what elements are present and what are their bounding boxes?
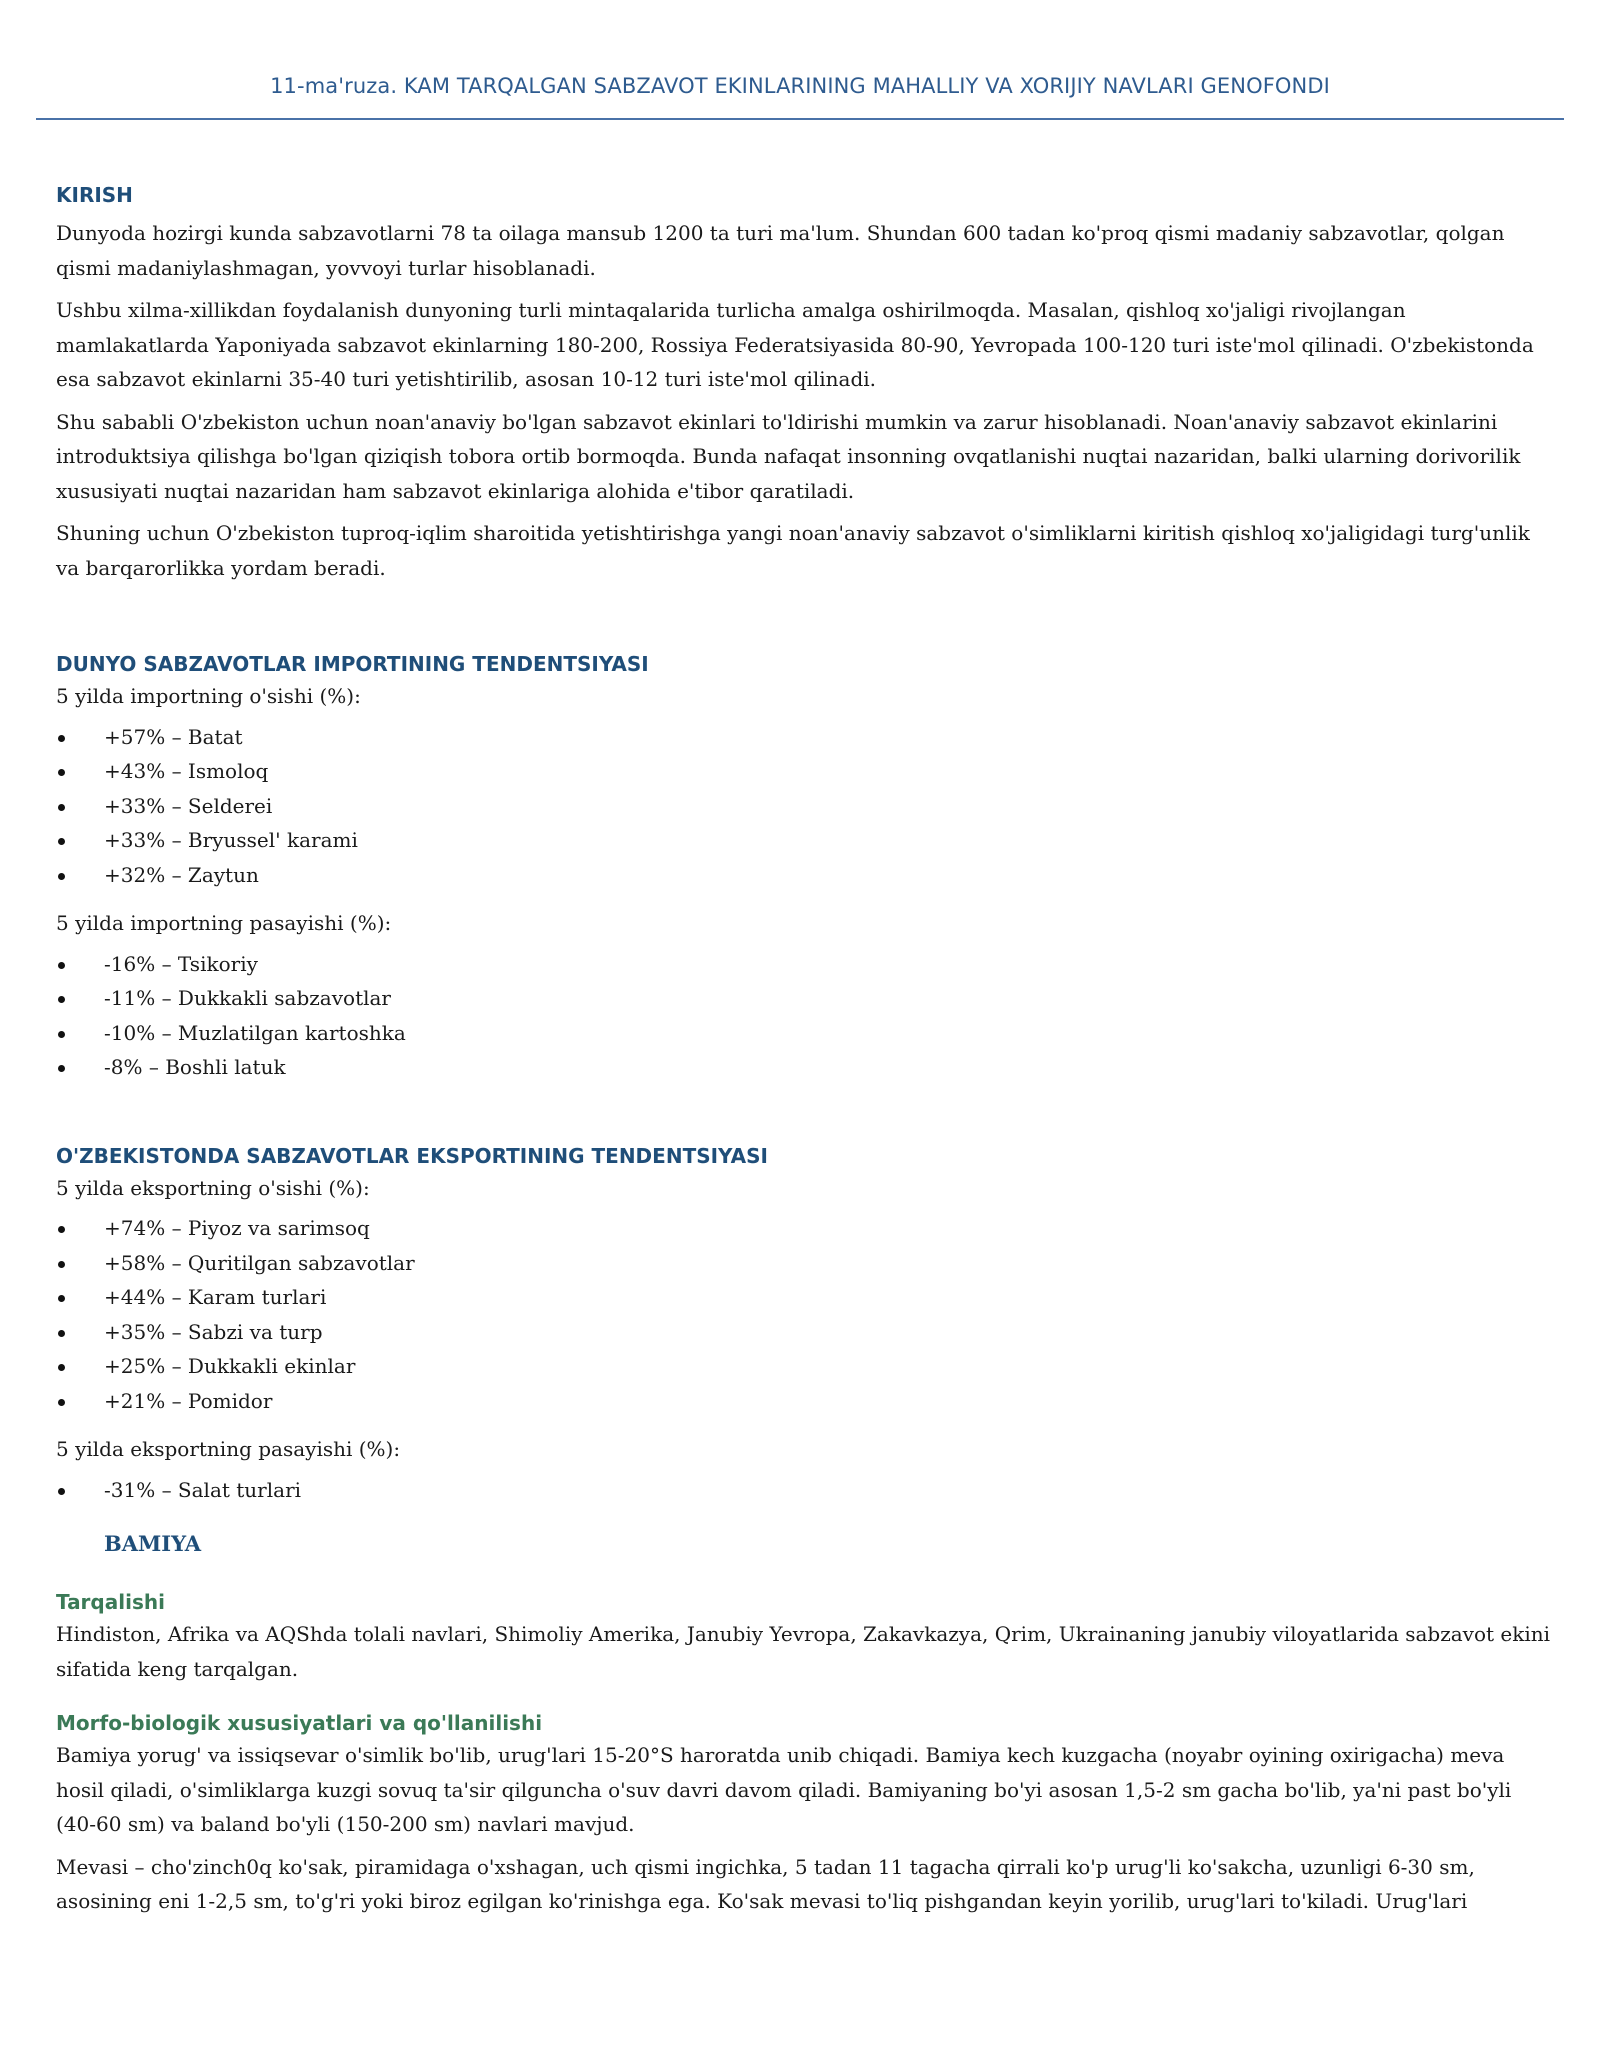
morpho-paragraph: Bamiya yorug' va issiqsevar o'simlik bo'lib, urug'lari 15-20°S haroratda unib chiqadi. Bamiya kech kuzgacha (noyabr oyining oxirigacha) meva hosil qiladi, o'simliklarga kuzgi sovuq ta'sir qilguncha o'suv davri davom qiladi. Bamiyaning bo'yi asosan 1,5-2 sm gacha bo'lib, ya'ni past bo'yli (40-60 sm) va baland bo'yli (150-200 sm) navlari mavjud. xyxy=(56,1743,1512,1836)
list-item: -31% – Salat turlari xyxy=(56,1473,1556,1508)
export-growth-list xyxy=(56,1211,1556,1418)
intro-section xyxy=(56,180,1556,585)
bamiya-title: BAMIYA xyxy=(104,1531,202,1556)
bamiya-section xyxy=(56,1529,1556,1919)
page-header xyxy=(36,74,1564,120)
morpho-heading: Morfo-biologik xususiyatlari va qo'llanilishi xyxy=(56,1711,543,1735)
export-growth-label: 5 yilda eksportning o'sishi (%): xyxy=(56,1175,370,1200)
import-decline-label: 5 yilda importning pasayishi (%): xyxy=(56,911,392,935)
list-item: -11% – Dukkakli sabzavotlar xyxy=(56,981,1556,1016)
list-item: -8% – Boshli latuk xyxy=(56,1050,1556,1085)
document-body xyxy=(56,180,1556,1927)
spread-heading: Tarqalishi xyxy=(56,1590,165,1614)
import-decline-list xyxy=(56,947,1556,1085)
list-item: +43% – Ismoloq xyxy=(56,754,1556,789)
morpho-paragraph: Mevasi – cho'zinch0q ko'sak, piramidaga o'xshagan, uch qismi ingichka, 5 tadan 11 tagacha qirrali ko'p urug'li ko'sakcha, uzunligi 6-30 sm, asosining eni 1-2,5 sm, to'g'ri yoki biroz egilgan ko'rinishga ega. Ko'sak mevasi to'liq pishgandan keyin yorilib, urug'lari to'kiladi. Urug'lari xyxy=(56,1854,1475,1913)
uz-export-heading: O'ZBEKISTONDA SABZAVOTLAR EKSPORTINING TENDENTSIYASI xyxy=(56,1143,768,1168)
intro-paragraph: Dunyoda hozirgi kunda sabzavotlarni 78 ta oilaga mansub 1200 ta turi ma'lum. Shundan 600 tadan ko'proq qismi madaniy sabzavotlar, qolgan qismi madaniylashmagan, yovvoyi turlar hisoblanadi. xyxy=(56,221,1505,280)
list-item: +21% – Pomidor xyxy=(56,1384,1556,1419)
export-decline-label: 5 yilda eksportning pasayishi (%): xyxy=(56,1437,401,1461)
uz-export-section xyxy=(56,1141,1556,1508)
list-item: +33% – Selderei xyxy=(56,789,1556,824)
list-item: -10% – Muzlatilgan kartoshka xyxy=(56,1016,1556,1051)
list-item: +44% – Karam turlari xyxy=(56,1280,1556,1315)
list-item: +35% – Sabzi va turp xyxy=(56,1315,1556,1350)
import-growth-list xyxy=(56,720,1556,893)
intro-paragraph: Ushbu xilma-xillikdan foydalanish dunyoning turli mintaqalarida turlicha amalga oshirilmoqda. Masalan, qishloq xo'jaligi rivojlangan mamlakatlarda Yaponiyada sabzavot ekinlarning 180-200, Rossiya Federatsiyasida 80-90, Yevropada 100-120 turi iste'mol qilinadi. O'zbekistonda esa sabzavot ekinlarni 35-40 turi yetishtirilib, asosan 10-12 turi iste'mol qilinadi. xyxy=(56,298,1534,391)
list-item: -16% – Tsikoriy xyxy=(56,947,1556,982)
import-growth-label: 5 yilda importning o'sishi (%): xyxy=(56,684,361,708)
header-title: 11-ma'ruza. KAM TARQALGAN SABZAVOT EKINLARINING MAHALLIY VA XORIJIY NAVLARI GENOFONDI xyxy=(270,74,1330,98)
export-decline-list xyxy=(56,1473,1556,1508)
list-item: +58% – Quritilgan sabzavotlar xyxy=(56,1246,1556,1281)
list-item: +33% – Bryussel' karami xyxy=(56,823,1556,858)
world-import-section xyxy=(56,649,1556,1085)
spread-paragraph: Hindiston, Afrika va AQShda tolali navlari, Shimoliy Amerika, Janubiy Yevropa, Zakavkazya, Qrim, Ukrainaning janubiy viloyatlarida sabzavot ekini sifatida keng tarqalgan. xyxy=(56,1622,1551,1681)
intro-paragraph: Shu sababli O'zbekiston uchun noan'anaviy bo'lgan sabzavot ekinlari to'ldirishi mumkin va zarur hisoblanadi. Noan'anaviy sabzavot ekinlarini introduktsiya qilishga bo'lgan qiziqish tobora ortib bormoqda. Bunda nafaqat insonning ovqatlanishi nuqtai nazaridan, balki ularning dorivorilik xususiyati nuqtai nazaridan ham sabzavot ekinlariga alohida e'tibor qaratiladi. xyxy=(56,409,1521,503)
intro-paragraph: Shuning uchun O'zbekiston tuproq-iqlim sharoitida yetishtirishga yangi noan'anaviy sabzavot o'simliklarni kiritish qishloq xo'jaligidagi turg'unlik va barqarorlikka yordam beradi. xyxy=(56,521,1530,580)
world-import-heading: DUNYO SABZAVOTLAR IMPORTINING TENDENTSIYASI xyxy=(56,652,649,676)
list-item: +57% – Batat xyxy=(56,720,1556,755)
list-item: +25% – Dukkakli ekinlar xyxy=(56,1349,1556,1384)
intro-heading: KIRISH xyxy=(56,183,133,207)
list-item: +32% – Zaytun xyxy=(56,858,1556,893)
list-item: +74% – Piyoz va sarimsoq xyxy=(56,1211,1556,1246)
